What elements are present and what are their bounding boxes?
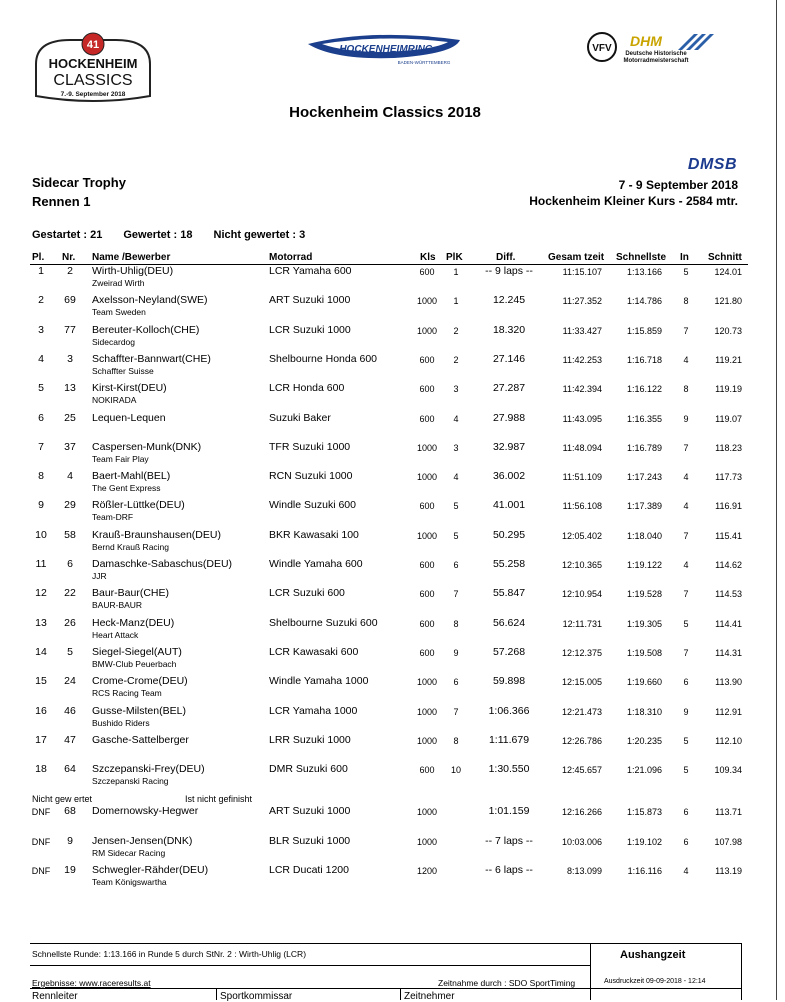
- cell-in: 9: [683, 706, 689, 717]
- cell-team: Zweirad Wirth: [92, 278, 145, 288]
- cell-name: Schwegler-Rähder(DEU): [92, 864, 209, 876]
- cell-nr: 68: [64, 805, 76, 817]
- cell-bike: LRR Suzuki 1000: [269, 733, 351, 746]
- logo-line1: HOCKENHEIM: [48, 56, 138, 71]
- cell-total: 12:45.657: [561, 765, 602, 776]
- cell-name: Lequen-Lequen: [92, 411, 166, 424]
- cell-kls: 1000: [416, 836, 438, 847]
- cell-fastest: 1:19.102: [626, 836, 662, 847]
- cell-kls: 1000: [416, 807, 438, 817]
- col-diff: Diff.: [496, 252, 516, 263]
- cell-nr: 58: [64, 528, 76, 541]
- cell-bike: LCR Yamaha 1000: [269, 704, 358, 717]
- cell-kls: 1000: [416, 706, 438, 717]
- cell-diff: 1:06.366: [488, 704, 530, 717]
- cell-nr: 2: [67, 265, 73, 277]
- cell-kls: 600: [419, 560, 435, 570]
- event-venue: [529, 177, 738, 209]
- cell-in: 6: [683, 677, 689, 688]
- cell-avg: 121.80: [714, 296, 742, 307]
- cell-avg: 115.41: [715, 530, 742, 541]
- cell-pik: 5: [453, 501, 459, 512]
- cell-bike: DMR Suzuki 600: [269, 763, 348, 776]
- cell-total: 11:48.094: [562, 442, 602, 453]
- cell-nr: 29: [64, 499, 76, 512]
- cell-total: 12:12.375: [561, 647, 602, 658]
- cell-pl: 15: [35, 675, 47, 688]
- cell-pik: 4: [453, 472, 459, 483]
- cell-total: 8:13.099: [566, 866, 602, 876]
- cell-bike: Windle Yamaha 600: [269, 558, 363, 570]
- cell-diff: 50.295: [492, 528, 526, 541]
- cell-in: 5: [683, 735, 689, 746]
- cell-nr: 5: [67, 645, 73, 658]
- cell-kls: 600: [419, 413, 435, 424]
- col-fastest: Schnellste: [616, 252, 667, 263]
- cell-nr: 47: [64, 733, 76, 746]
- cell-avg: 116.91: [715, 501, 742, 512]
- cell-in: 5: [683, 267, 689, 277]
- vfv-badge-text: VFV: [592, 43, 612, 54]
- cell-fastest: 1:19.305: [626, 618, 662, 629]
- cell-team: Bushido Riders: [92, 717, 150, 728]
- cell-pik: 2: [453, 354, 459, 365]
- cell-total: 12:11.731: [562, 618, 602, 629]
- cell-avg: 114.41: [715, 618, 742, 629]
- cell-team: RCS Racing Team: [92, 688, 162, 699]
- cell-team: BMW-Club Peuerbach: [92, 658, 177, 669]
- cell-pik: 9: [453, 647, 459, 658]
- cell-total: 11:56.108: [562, 501, 602, 512]
- cell-total: 11:15.107: [562, 267, 602, 277]
- cell-in: 4: [683, 866, 689, 876]
- cell-total: 12:21.473: [561, 706, 602, 717]
- cell-pik: 3: [453, 442, 459, 453]
- col-avg: Schnitt: [708, 252, 742, 263]
- event-class: Sidecar Trophy: [32, 175, 126, 190]
- hockenheimring-logo: [304, 30, 464, 70]
- cell-fastest: 1:15.873: [626, 807, 662, 817]
- col-pik: PlK: [446, 252, 463, 263]
- cell-fastest: 1:17.389: [626, 501, 662, 512]
- cell-avg: 112.10: [715, 735, 742, 746]
- cell-avg: 118.23: [715, 442, 742, 453]
- logo-line3: 7.-9. September 2018: [60, 91, 126, 98]
- cell-avg: 113.19: [715, 866, 742, 876]
- cell-pik: 8: [453, 735, 459, 746]
- cell-nr: 4: [67, 470, 73, 483]
- cell-fastest: 1:13.166: [626, 267, 662, 277]
- cell-pl: 4: [38, 352, 44, 365]
- print-time: Ausdruckzeit 09-09-2018 - 12:14: [604, 978, 706, 985]
- cell-nr: 69: [64, 294, 76, 307]
- cell-pik: 1: [453, 267, 459, 277]
- cell-name: Crome-Crome(DEU): [92, 675, 188, 688]
- cell-avg: 119.21: [715, 354, 742, 365]
- cell-name: Axelsson-Neyland(SWE): [92, 294, 208, 307]
- dhm-name: DHM: [630, 33, 662, 49]
- cell-team: Szczepanski Racing: [92, 776, 169, 787]
- cell-pik: 7: [453, 706, 459, 717]
- cell-fastest: 1:17.243: [626, 472, 662, 483]
- cell-total: 12:10.365: [561, 560, 602, 570]
- dmsb-logo: DMSB: [687, 156, 737, 173]
- cell-pl: 13: [35, 616, 47, 629]
- cell-team: Schaffter Suisse: [92, 365, 154, 376]
- cell-team: BAUR-BAUR: [92, 600, 143, 611]
- stat-started: Gestartet : 21: [32, 229, 103, 241]
- event-dates: 7 - 9 September 2018: [618, 178, 738, 192]
- cell-team: NOKIRADA: [92, 395, 137, 406]
- cell-diff: 1:11.679: [488, 733, 530, 746]
- cell-kls: 1000: [416, 296, 438, 307]
- cell-kls: 1000: [416, 735, 438, 746]
- cell-nr: 77: [64, 323, 76, 336]
- cell-in: 4: [683, 354, 689, 365]
- cell-team: Team Sweden: [92, 307, 146, 318]
- cell-kls: 600: [419, 647, 435, 658]
- cell-fastest: 1:20.235: [626, 735, 662, 746]
- cell-avg: 109.34: [714, 765, 742, 776]
- cell-kls: 600: [419, 765, 435, 776]
- cell-total: 10:03.006: [561, 836, 602, 847]
- cell-avg: 120.73: [714, 325, 742, 336]
- cell-diff: 55.847: [492, 587, 526, 600]
- cell-pik: 1: [453, 296, 459, 307]
- cell-in: 9: [683, 413, 689, 424]
- cell-total: 12:15.005: [561, 677, 602, 688]
- cell-pl: 5: [38, 382, 44, 395]
- cell-bike: ART Suzuki 1000: [269, 294, 351, 307]
- cell-avg: 119.19: [715, 384, 742, 395]
- cell-fastest: 1:18.310: [626, 706, 662, 717]
- cell-bike: Shelbourne Honda 600: [269, 352, 378, 365]
- cell-kls: 1000: [416, 472, 438, 483]
- cell-team: Sidecardog: [92, 336, 136, 347]
- cell-in: 7: [683, 647, 689, 658]
- cell-fastest: 1:19.660: [626, 677, 662, 688]
- cell-team: The Gent Express: [92, 483, 161, 494]
- cell-bike: LCR Honda 600: [269, 382, 345, 395]
- cell-pl: 2: [38, 294, 44, 307]
- cell-pl: 7: [38, 440, 44, 453]
- cell-diff: 55.258: [492, 558, 526, 570]
- cell-pl: 17: [35, 733, 47, 746]
- cell-nr: 26: [64, 616, 76, 629]
- cell-nr: 64: [64, 763, 76, 776]
- cell-fastest: 1:16.122: [626, 384, 662, 395]
- event-info: [32, 173, 126, 211]
- cell-bike: LCR Suzuki 1000: [269, 323, 351, 336]
- cell-name: Siegel-Siegel(AUT): [92, 645, 182, 658]
- cell-pl: 14: [35, 645, 47, 658]
- cell-kls: 1000: [416, 325, 438, 336]
- cell-kls: 600: [419, 589, 435, 600]
- cell-nr: 22: [64, 587, 76, 600]
- cell-name: Schaffter-Bannwart(CHE): [92, 352, 211, 365]
- cell-total: 11:42.253: [562, 354, 602, 365]
- cell-avg: 112.91: [715, 706, 742, 717]
- page-title: Hockenheim Classics 2018: [289, 104, 481, 121]
- cell-nr: 6: [67, 558, 73, 570]
- cell-diff: -- 6 laps --: [485, 864, 533, 876]
- cell-nr: 25: [64, 411, 76, 424]
- cell-name: Baert-Mahl(BEL): [92, 470, 171, 483]
- cell-name: Rößler-Lüttke(DEU): [92, 499, 185, 512]
- cell-bike: LCR Suzuki 600: [269, 587, 345, 600]
- cell-in: 4: [683, 501, 689, 512]
- cell-pik: 6: [453, 677, 459, 688]
- cell-name: Damaschke-Sabaschus(DEU): [92, 558, 233, 570]
- cell-total: 11:33.427: [562, 325, 602, 336]
- cell-kls: 1200: [416, 866, 438, 876]
- cell-pl: 16: [35, 704, 47, 717]
- not-finished-label: Ist nicht gefinisht: [185, 794, 253, 804]
- cell-avg: 114.62: [715, 560, 742, 570]
- cell-fastest: 1:16.355: [626, 413, 662, 424]
- cell-in: 5: [683, 618, 689, 629]
- cell-diff: 32.987: [492, 440, 526, 453]
- cell-name: Baur-Baur(CHE): [92, 587, 170, 600]
- race-stats: [32, 229, 323, 241]
- cell-bike: LCR Ducati 1200: [269, 864, 349, 876]
- hr-sub: BADEN-WÜRTTEMBERG: [397, 60, 451, 65]
- cell-bike: Shelbourne Suzuki 600: [269, 616, 378, 629]
- cell-total: 12:10.954: [561, 589, 602, 600]
- cell-bike: Windle Yamaha 1000: [269, 675, 369, 688]
- dhm-logo: [586, 30, 736, 64]
- stat-classified: Gewertet : 18: [123, 229, 193, 241]
- cell-diff: 12.245: [492, 294, 526, 307]
- cell-fastest: 1:19.122: [626, 560, 662, 570]
- cell-nr: 19: [64, 864, 76, 876]
- cell-pl: DNF: [31, 866, 51, 876]
- cell-avg: 124.01: [714, 267, 742, 277]
- logo-number: 41: [86, 39, 100, 51]
- cell-diff: 36.002: [492, 470, 526, 483]
- cell-pik: 3: [453, 384, 459, 395]
- cell-fastest: 1:19.508: [626, 647, 662, 658]
- col-kls: Kls: [420, 252, 436, 263]
- col-bike: Motorrad: [269, 252, 313, 263]
- notice-time-label: Aushangzeit: [620, 949, 686, 961]
- cell-pik: 2: [453, 325, 459, 336]
- cell-avg: 107.98: [714, 836, 742, 847]
- cell-pl: DNF: [31, 807, 51, 817]
- cell-kls: 600: [419, 354, 435, 365]
- cell-in: 6: [683, 836, 689, 847]
- cell-pl: 11: [35, 558, 47, 570]
- stat-not-classified: Nicht gewertet : 3: [213, 229, 306, 241]
- cell-name: Bereuter-Kolloch(CHE): [92, 323, 200, 336]
- cell-total: 11:43.095: [562, 413, 602, 424]
- cell-pl: 1: [38, 265, 44, 277]
- cell-name: Domernowsky-Hegwer: [92, 805, 199, 817]
- cell-team: Team-DRF: [92, 512, 134, 523]
- event-race: Rennen 1: [32, 194, 91, 209]
- cell-pik: 6: [453, 560, 459, 570]
- cell-pik: 7: [453, 589, 459, 600]
- cell-name: Wirth-Uhlig(DEU): [92, 265, 174, 277]
- hockenheim-classics-logo: [30, 30, 156, 104]
- cell-total: 12:05.402: [561, 530, 602, 541]
- cell-team: RM Sidecar Racing: [92, 847, 166, 858]
- fastest-lap-note: Schnellste Runde: 1:13.166 in Runde 5 durch StNr. 2 : Wirth-Uhlig (LCR): [32, 949, 307, 959]
- cell-bike: Windle Suzuki 600: [269, 499, 356, 512]
- hr-name: HOCKENHEIMRING: [339, 44, 433, 55]
- cell-diff: 57.268: [492, 645, 526, 658]
- timing-provider: Zeitnahme durch : SDO SportTiming: [438, 978, 576, 988]
- cell-pl: 8: [38, 470, 44, 483]
- cell-avg: 113.71: [715, 807, 742, 817]
- cell-diff: -- 9 laps --: [485, 265, 533, 277]
- cell-total: 12:16.266: [561, 807, 602, 817]
- cell-kls: 600: [419, 267, 435, 277]
- dhm-line2: Motorradmeisterschaft: [623, 58, 689, 64]
- col-name: Name /Bewerber: [92, 252, 171, 263]
- cell-fastest: 1:21.096: [626, 765, 662, 776]
- cell-fastest: 1:16.789: [626, 442, 662, 453]
- cell-in: 8: [683, 296, 689, 307]
- cell-name: Heck-Manz(DEU): [92, 616, 175, 629]
- cell-in: 7: [683, 589, 689, 600]
- cell-in: 5: [683, 765, 689, 776]
- cell-name: Kirst-Kirst(DEU): [92, 382, 167, 395]
- cell-bike: ART Suzuki 1000: [269, 805, 351, 817]
- cell-total: 11:51.109: [562, 472, 602, 483]
- cell-pik: 10: [450, 765, 461, 776]
- cell-kls: 1000: [416, 442, 438, 453]
- cell-in: 4: [683, 472, 689, 483]
- cell-diff: 1:30.550: [488, 763, 530, 776]
- not-classified-label: Nicht gew ertet: [32, 794, 93, 804]
- cell-in: 7: [683, 530, 689, 541]
- cell-nr: 24: [64, 675, 76, 688]
- cell-pl: 18: [35, 763, 47, 776]
- cell-name: Gasche-Sattelberger: [92, 733, 189, 746]
- cell-nr: 13: [64, 382, 76, 395]
- cell-bike: LCR Kawasaki 600: [269, 645, 359, 658]
- cell-fastest: 1:15.859: [626, 325, 662, 336]
- cell-avg: 114.31: [715, 647, 742, 658]
- cell-pik: 5: [453, 530, 459, 541]
- cell-name: Caspersen-Munk(DNK): [92, 440, 202, 453]
- cell-nr: 37: [64, 440, 76, 453]
- cell-in: 7: [683, 325, 689, 336]
- cell-diff: 18.320: [492, 323, 526, 336]
- cell-fastest: 1:19.528: [626, 589, 662, 600]
- cell-bike: TFR Suzuki 1000: [269, 440, 351, 453]
- cell-kls: 600: [419, 384, 435, 395]
- cell-diff: 56.624: [492, 616, 526, 629]
- event-track: Hockenheim Kleiner Kurs - 2584 mtr.: [529, 194, 738, 208]
- sig-timekeeper: Zeitnehmer: [404, 991, 455, 1002]
- cell-name: Szczepanski-Frey(DEU): [92, 763, 205, 776]
- results-site: Ergebnisse: www.raceresults.at: [32, 978, 151, 988]
- logo-line2: CLASSICS: [53, 72, 133, 89]
- footer: [30, 943, 742, 1000]
- cell-nr: 9: [67, 834, 73, 847]
- cell-fastest: 1:16.718: [626, 354, 662, 365]
- cell-kls: 1000: [416, 530, 438, 541]
- cell-diff: 27.988: [492, 411, 526, 424]
- sig-race-director: Rennleiter: [32, 991, 78, 1002]
- cell-diff: 1:01.159: [488, 805, 530, 817]
- cell-pl: 10: [35, 528, 47, 541]
- cell-fastest: 1:16.116: [627, 866, 662, 876]
- cell-team: JJR: [92, 571, 107, 581]
- cell-team: Team Königswartha: [92, 877, 167, 887]
- cell-bike: RCN Suzuki 1000: [269, 470, 353, 483]
- cell-name: Jensen-Jensen(DNK): [92, 834, 193, 847]
- col-nr: Nr.: [62, 252, 76, 263]
- cell-avg: 117.73: [715, 472, 742, 483]
- cell-nr: 46: [64, 704, 76, 717]
- cell-pl: 3: [38, 323, 44, 336]
- cell-in: 6: [683, 807, 689, 817]
- cell-in: 7: [683, 442, 689, 453]
- col-in: In: [680, 252, 689, 263]
- cell-avg: 114.53: [715, 589, 742, 600]
- cell-kls: 600: [419, 618, 435, 629]
- cell-pl: DNF: [31, 836, 51, 847]
- cell-name: Gusse-Milsten(BEL): [92, 704, 186, 717]
- cell-bike: BLR Suzuki 1000: [269, 834, 351, 847]
- cell-name: Krauß-Braunshausen(DEU): [92, 528, 221, 541]
- cell-bike: Suzuki Baker: [269, 411, 331, 424]
- cell-kls: 1000: [416, 677, 438, 688]
- cell-fastest: 1:14.786: [626, 296, 662, 307]
- cell-team: Team Fair Play: [92, 453, 149, 464]
- cell-in: 4: [683, 560, 689, 570]
- cell-diff: 59.898: [492, 675, 526, 688]
- cell-nr: 3: [67, 352, 73, 365]
- cell-pl: 12: [35, 587, 47, 600]
- cell-diff: 41.001: [492, 499, 526, 512]
- dhm-line1: Deutsche Historische: [625, 51, 687, 57]
- cell-total: 11:27.352: [562, 296, 602, 307]
- cell-bike: BKR Kawasaki 100: [269, 528, 359, 541]
- cell-team: Heart Attack: [92, 629, 139, 640]
- cell-diff: 27.287: [492, 382, 526, 395]
- cell-avg: 113.90: [715, 677, 742, 688]
- cell-pl: 6: [38, 411, 44, 424]
- cell-pik: 8: [453, 618, 459, 629]
- cell-avg: 119.07: [715, 413, 742, 424]
- cell-in: 8: [683, 384, 689, 395]
- cell-diff: 27.146: [492, 352, 526, 365]
- cell-pl: 9: [38, 499, 44, 512]
- sig-steward: Sportkommissar: [220, 991, 293, 1002]
- cell-fastest: 1:18.040: [626, 530, 662, 541]
- page-edge: [776, 0, 777, 1000]
- col-total: Gesam tzeit: [548, 252, 605, 263]
- cell-total: 12:26.786: [561, 735, 602, 746]
- cell-bike: LCR Yamaha 600: [269, 265, 352, 277]
- cell-pik: 4: [453, 413, 459, 424]
- cell-kls: 600: [419, 501, 435, 512]
- cell-total: 11:42.394: [562, 384, 602, 395]
- cell-team: Bernd Krauß Racing: [92, 541, 170, 552]
- cell-diff: -- 7 laps --: [485, 834, 533, 847]
- col-pl: Pl.: [32, 252, 45, 263]
